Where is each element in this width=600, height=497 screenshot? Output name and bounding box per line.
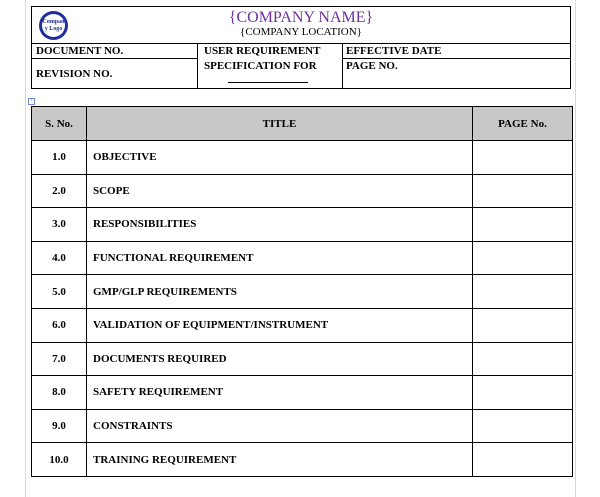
- row-sno[interactable]: 5.0: [32, 275, 87, 309]
- page-no-label[interactable]: PAGE NO.: [346, 60, 398, 72]
- spec-blank-line[interactable]: [228, 82, 308, 83]
- row-page[interactable]: [473, 376, 573, 410]
- column-header-sno: S. No.: [32, 107, 87, 141]
- row-sno[interactable]: 8.0: [32, 376, 87, 410]
- row-page[interactable]: [473, 141, 573, 175]
- row-page[interactable]: [473, 308, 573, 342]
- row-page[interactable]: [473, 174, 573, 208]
- table-row: [32, 443, 573, 477]
- row-page[interactable]: [473, 409, 573, 443]
- spec-title-line2[interactable]: SPECIFICATION FOR: [204, 60, 317, 72]
- contents-table: [31, 106, 573, 477]
- document-header: [31, 6, 571, 89]
- page-left-edge: [25, 0, 26, 497]
- row-sno[interactable]: 3.0: [32, 208, 87, 242]
- table-row: [32, 342, 573, 376]
- row-page[interactable]: [473, 275, 573, 309]
- row-sno[interactable]: 7.0: [32, 342, 87, 376]
- row-sno[interactable]: 9.0: [32, 409, 87, 443]
- row-title[interactable]: RESPONSIBILITIES: [87, 208, 473, 242]
- table-row: [32, 376, 573, 410]
- page-right-edge: [575, 0, 576, 497]
- company-band: [32, 7, 570, 44]
- column-header-page: PAGE No.: [473, 107, 573, 141]
- header-row-divider-right: [343, 58, 570, 59]
- effective-date-label[interactable]: EFFECTIVE DATE: [346, 45, 442, 57]
- table-row: [32, 208, 573, 242]
- document-no-label[interactable]: DOCUMENT NO.: [36, 45, 124, 57]
- row-title[interactable]: TRAINING REQUIREMENT: [87, 443, 473, 477]
- row-title[interactable]: CONSTRAINTS: [87, 409, 473, 443]
- logo-text: Compan y Logo: [42, 14, 65, 37]
- column-header-title: TITLE: [87, 107, 473, 141]
- table-row: [32, 275, 573, 309]
- row-sno[interactable]: 10.0: [32, 443, 87, 477]
- row-title[interactable]: FUNCTIONAL REQUIREMENT: [87, 241, 473, 275]
- row-title[interactable]: OBJECTIVE: [87, 141, 473, 175]
- table-row: [32, 409, 573, 443]
- table-row: [32, 174, 573, 208]
- row-page[interactable]: [473, 208, 573, 242]
- table-move-handle-icon[interactable]: +: [29, 98, 34, 104]
- company-location[interactable]: {COMPANY LOCATION}: [240, 26, 362, 38]
- table-row: [32, 141, 573, 175]
- row-page[interactable]: [473, 241, 573, 275]
- row-title[interactable]: DOCUMENTS REQUIRED: [87, 342, 473, 376]
- row-title[interactable]: VALIDATION OF EQUIPMENT/INSTRUMENT: [87, 308, 473, 342]
- row-sno[interactable]: 4.0: [32, 241, 87, 275]
- table-header-row: [32, 107, 573, 141]
- row-page[interactable]: [473, 342, 573, 376]
- row-sno[interactable]: 1.0: [32, 141, 87, 175]
- revision-no-label[interactable]: REVISION NO.: [36, 68, 113, 80]
- company-name[interactable]: {COMPANY NAME}: [228, 9, 374, 26]
- table-row: [32, 241, 573, 275]
- row-title[interactable]: SCOPE: [87, 174, 473, 208]
- row-sno[interactable]: 2.0: [32, 174, 87, 208]
- header-divider-1: [197, 43, 198, 89]
- row-title[interactable]: SAFETY REQUIREMENT: [87, 376, 473, 410]
- spec-title-line1[interactable]: USER REQUIREMENT: [204, 45, 321, 57]
- header-row-divider-left: [32, 58, 197, 59]
- row-page[interactable]: [473, 443, 573, 477]
- row-sno[interactable]: 6.0: [32, 308, 87, 342]
- header-divider-2: [342, 43, 343, 89]
- row-title[interactable]: GMP/GLP REQUIREMENTS: [87, 275, 473, 309]
- table-row: [32, 308, 573, 342]
